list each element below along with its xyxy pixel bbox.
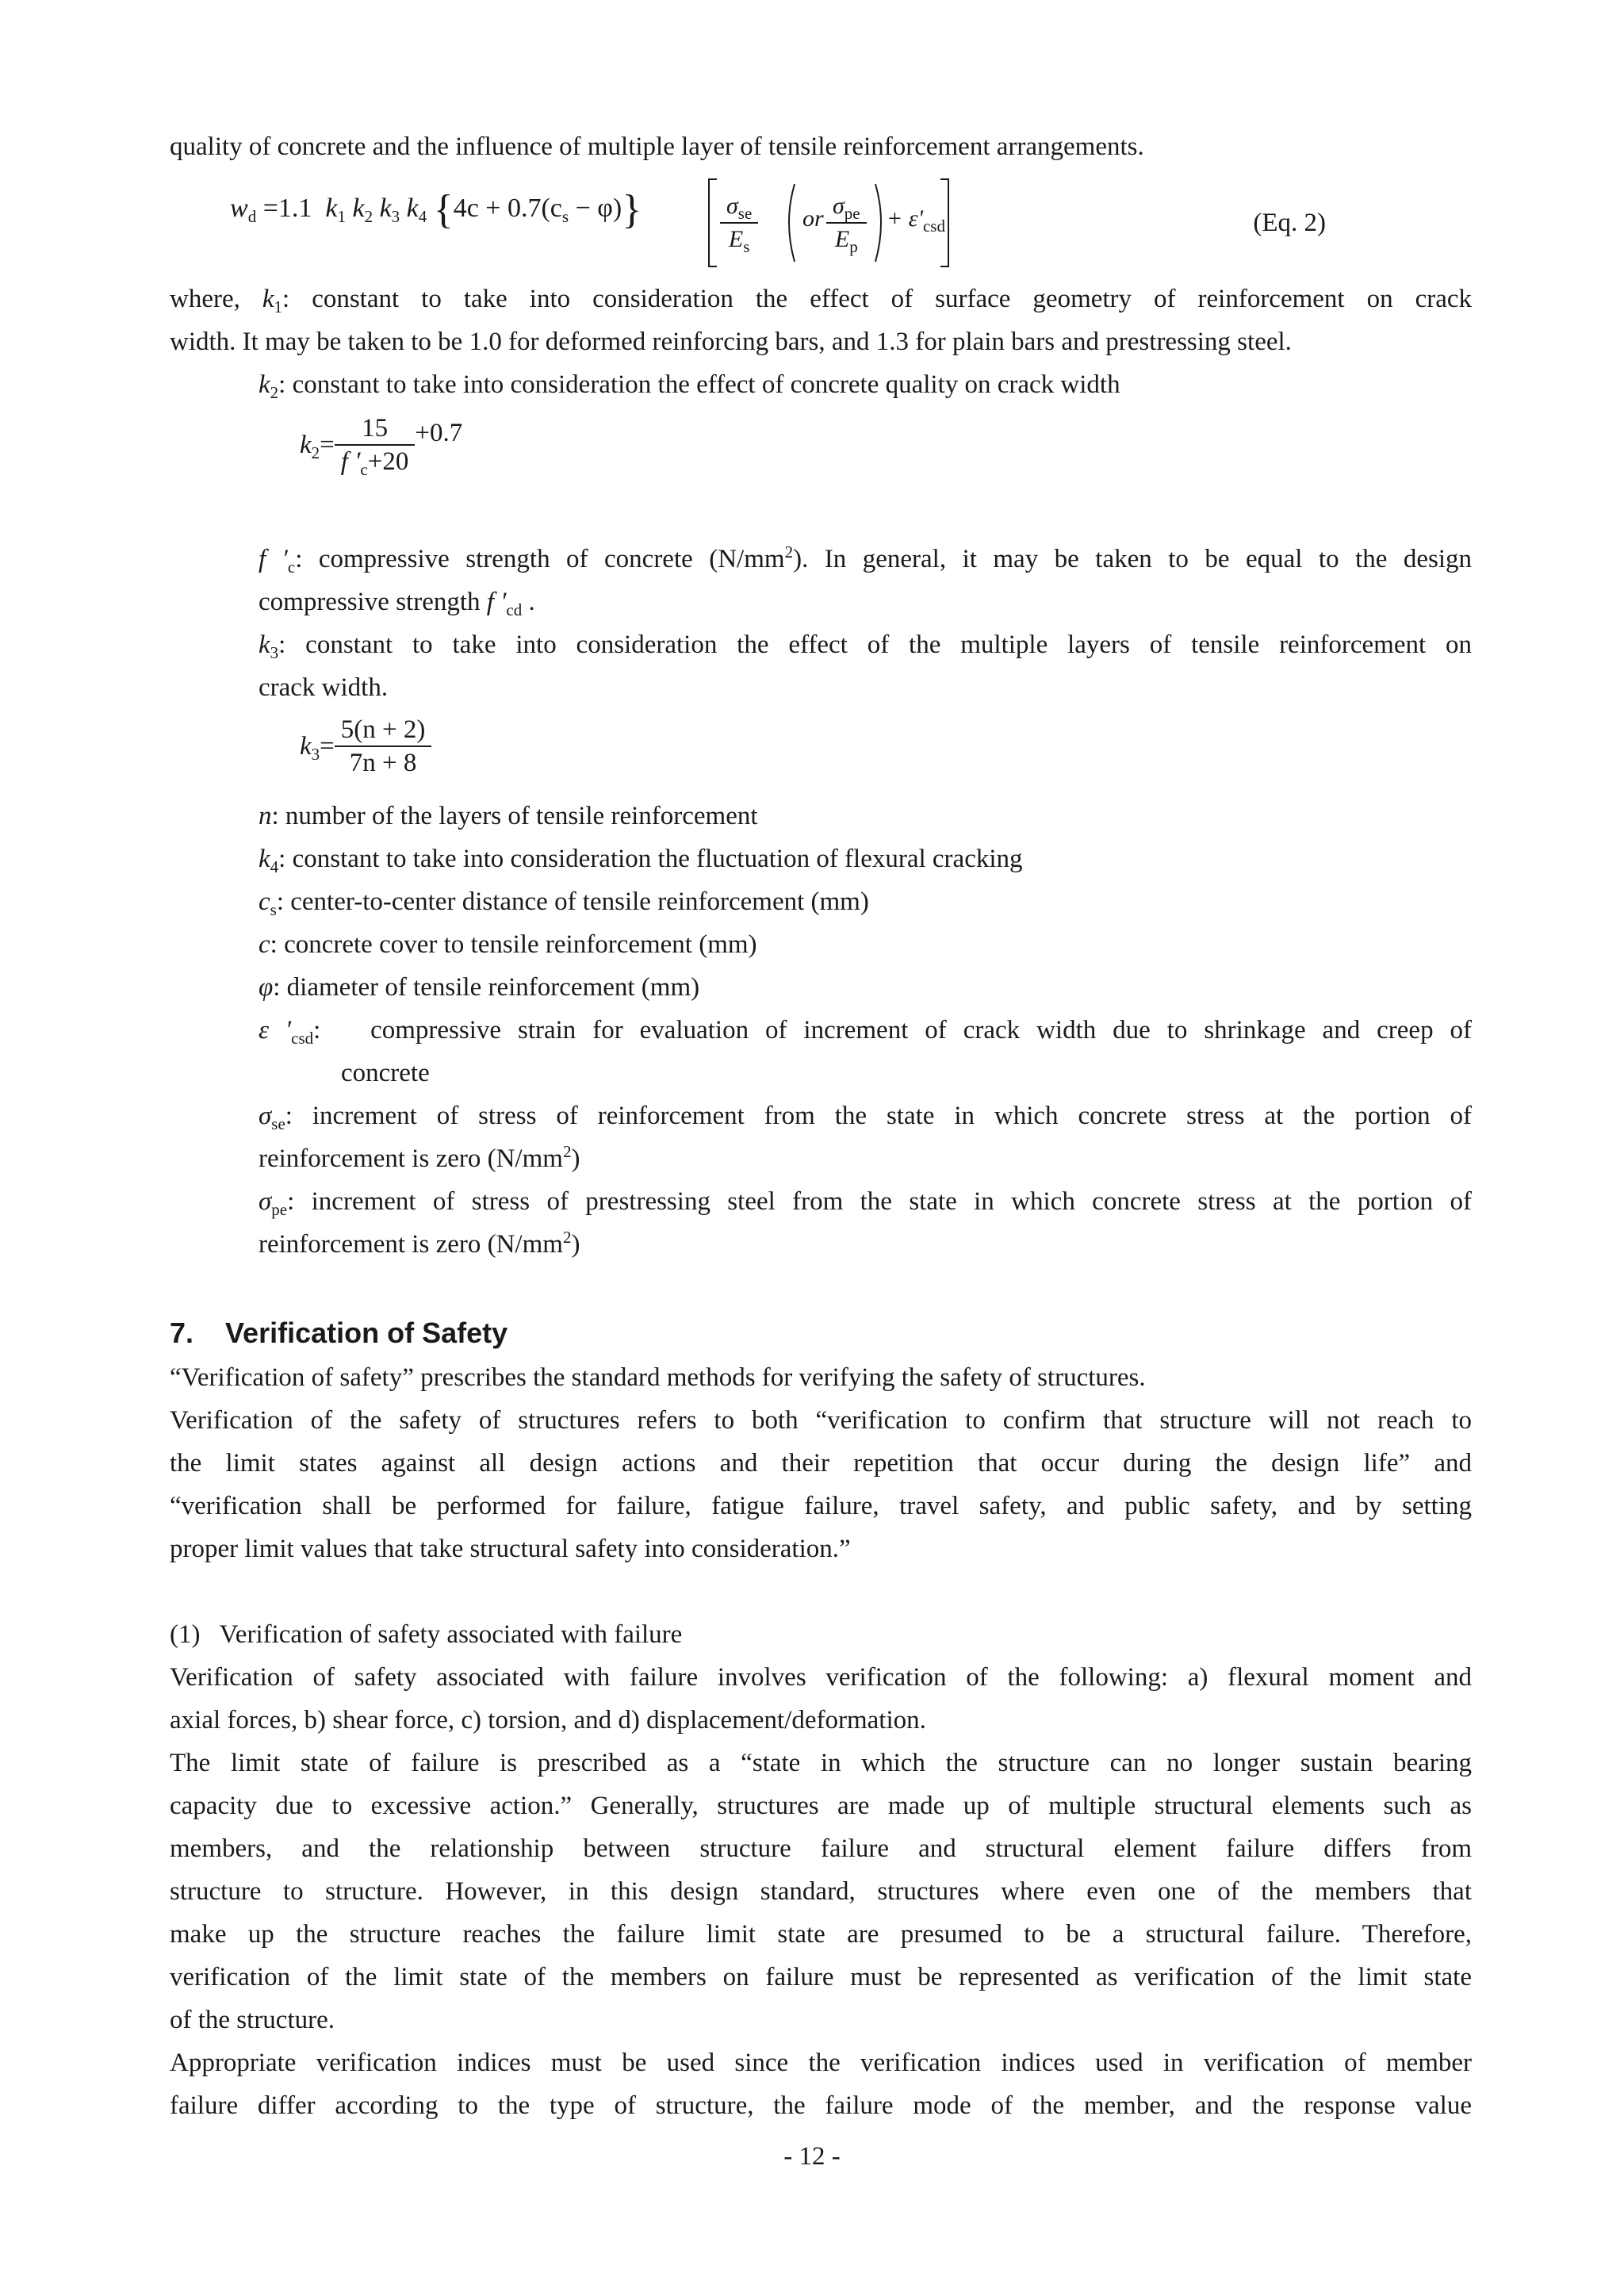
equation-2 — [230, 176, 1326, 271]
paragraph-5-line: failure differ according to the type of structure, the failure mode of the member, and the response value — [170, 2091, 1472, 2120]
definition-item: c: concrete cover to tensile reinforcement (mm) — [259, 930, 757, 959]
k1-definition: where, $k_1$: constant to take into consideration the effect of surface geometry of reinforcement on crack width. It may be taken to be 1.0 for deformed reinforcing bars, and 1.3 for plain bars and prestressing steel. — [170, 285, 1473, 356]
paragraph-2-line: Verification of the safety of structures refers to both “verification to confirm that structure will not reach to — [170, 1406, 1472, 1435]
section-7-heading: 7. Verification of Safety — [170, 1317, 508, 1349]
k2-formula: $k_2=$ $\frac{15}{f '_c+20}$ +0.7 — [300, 414, 463, 479]
definition-item: φ: diameter of tensile reinforcement (mm) — [259, 973, 700, 1002]
k3-definition: $k_3$: constant to take into consideration the effect of the multiple layers of tensile reinforcement on crack width. — [259, 631, 1472, 702]
paragraph-4-line: make up the structure reaches the failure limit state are presumed to be a structural failure. Therefore, — [170, 1920, 1472, 1949]
paragraph-4-line: of the structure. — [170, 2006, 335, 2034]
equation-2-label: (Eq. 2) — [1253, 209, 1326, 237]
plus-eps-csd: + $\varepsilon'_{csd}$ — [887, 205, 945, 236]
paragraph-4-line: The limit state of failure is prescribed as a “state in which the structure can no longer sustain bearing — [170, 1749, 1472, 1777]
subsection-1 — [170, 1613, 1472, 2127]
paragraph-2-line: the limit states against all design actions and their repetition that occur during the design life” and — [170, 1449, 1472, 1478]
definition-item: $k_4$: constant to take into consideration the fluctuation of flexural cracking — [259, 845, 1023, 876]
sigma-se-definition: $\sigma_{se}$: increment of stress of reinforcement from the state in which concrete stress at the portion of reinforcement is zero $(N/mm^2)$ — [259, 1102, 1472, 1173]
k2-definition: $k_2$: constant to take into consideration the effect of concrete quality on crack width — [259, 370, 1120, 402]
equation-2-body: $w_d =1.1$ $k_1$ $k_2$ $k_3$ $k_4$ $\{4c + 0.7(c_s - \varphi)\}$ — [230, 187, 642, 233]
sigma-pe-definition: $\sigma_{pe}$: increment of stress of prestressing steel from the state in which concrete stress at the portion of reinforcement is zero $(N/mm^2)$ — [259, 1187, 1472, 1259]
intro-line: quality of concrete and the influence of multiple layer of tensile reinforcement arrangements. — [170, 132, 1144, 161]
paragraph-4-line: capacity due to excessive action.” Generally, structures are made up of multiple structural elements such as — [170, 1792, 1472, 1820]
paragraph-3-line: Verification of safety associated with failure involves verification of the following: a) flexural moment and — [170, 1663, 1472, 1692]
paragraph-2-line: “verification shall be performed for failure, fatigue failure, travel safety, and public safety, and by setting — [170, 1492, 1472, 1520]
paragraph-4-line: members, and the relationship between structure failure and structural element failure differs from — [170, 1834, 1472, 1863]
section-7-body — [170, 1356, 1472, 1570]
page-number: - 12 - — [783, 2142, 841, 2171]
definition-item: $c_s$: center-to-center distance of tensile reinforcement (mm) — [259, 887, 869, 919]
k3-formula: $k_3=$ $\frac{5(n + 2)}{7n + 8}$ — [300, 714, 431, 779]
eps-csd-definition: ε $'_{csd}$: compressive strain for evaluation of increment of crack width due to shrinkage and creep of concrete — [259, 1016, 1472, 1087]
k3-fraction: $\frac{5(n + 2)}{7n + 8}$ — [335, 714, 432, 779]
sigma-pe-over-ep: $\sigma_{pe}$ $E_p$ — [826, 190, 867, 255]
paragraph-4-line: structure to structure. However, in this design standard, structures where even one of the members that — [170, 1877, 1472, 1906]
paragraph-3-line: axial forces, b) shear force, c) torsion, and d) displacement/deformation. — [170, 1706, 926, 1734]
fc-definition: f $'_c$: compressive strength of concrete $(N/mm^2)$. In general, it may be taken to be equal to the design compressive strength f $'_{cd}$ . — [259, 542, 1473, 619]
paragraph-5-line: Appropriate verification indices must be used since the verification indices used in verification of member — [170, 2049, 1472, 2077]
sigma-se-over-es: $\sigma_{se}$ $E_s$ — [720, 190, 758, 255]
definition-item: n: number of the layers of tensile reinforcement — [259, 802, 758, 830]
paragraph-1: “Verification of safety” prescribes the standard methods for verifying the safety of structures. — [170, 1363, 1146, 1392]
subsection-1-heading: (1) Verification of safety associated with failure — [170, 1620, 683, 1649]
paragraph-2-line: proper limit values that take structural safety into consideration.” — [170, 1535, 851, 1563]
k2-fraction: $\frac{15}{f '_c+20}$ — [335, 412, 416, 477]
symbol-definitions — [259, 795, 1023, 1009]
equation-2-bracket-group: $\sigma_{se}$ $E_s$ or $\sigma_{pe}$ $E_p$ + $\varepsilon'_{csd}$ — [706, 176, 1182, 271]
paragraph-4-line: verification of the limit state of the members on failure must be represented as verification of the limit state — [170, 1963, 1472, 1991]
